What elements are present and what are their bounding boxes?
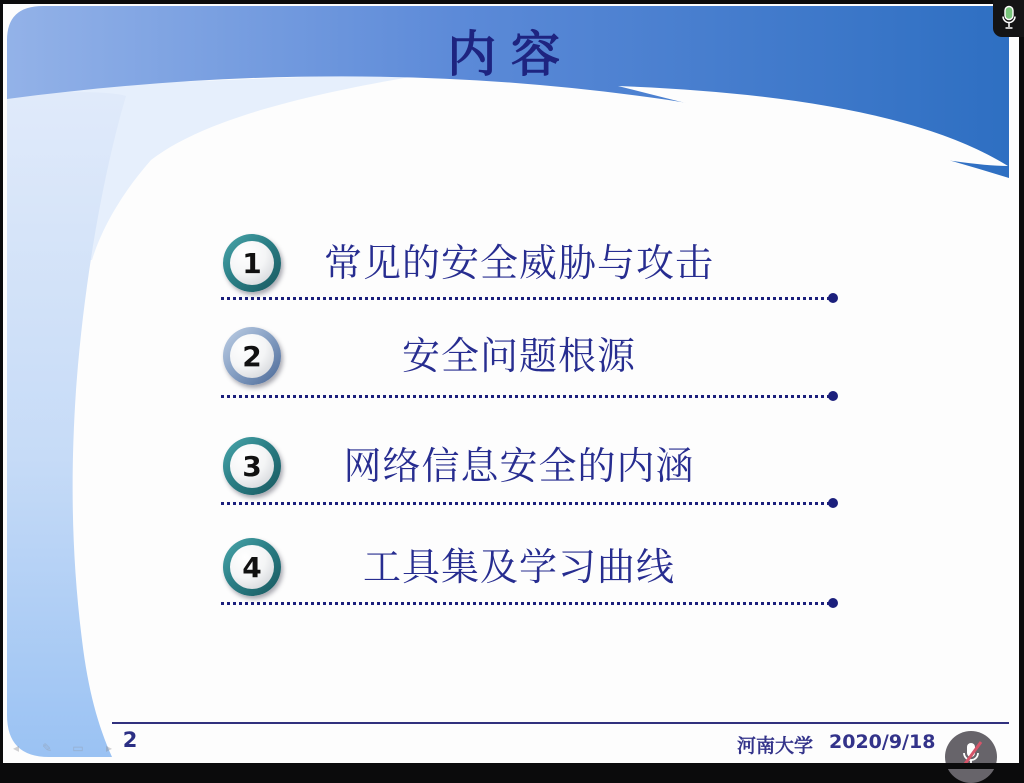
mic-status-panel[interactable] <box>993 0 1024 37</box>
footer-credits <box>737 731 935 758</box>
footer-divider-line <box>112 722 1009 724</box>
badge-number: 2 <box>230 334 274 378</box>
badge-number: 4 <box>230 545 274 589</box>
toc-item-label: 常见的安全威胁与攻击 <box>323 241 714 285</box>
number-badge-3 <box>223 437 281 495</box>
letterbox-top <box>0 0 1024 4</box>
letterbox-left <box>0 0 3 769</box>
mute-toggle-button[interactable] <box>945 731 997 783</box>
organization-name: 河南大学 <box>737 735 814 757</box>
number-badge-2 <box>223 327 281 385</box>
letterbox-right <box>1019 0 1024 769</box>
number-badge-1 <box>223 234 281 292</box>
slide-date: 2020/9/18 <box>829 731 936 753</box>
toc-item-label: 安全问题根源 <box>401 334 636 378</box>
badge-number: 1 <box>230 241 274 285</box>
line-end-dot <box>828 598 838 608</box>
previous-slide-icon[interactable]: ◂ <box>12 741 20 755</box>
badge-number: 3 <box>230 444 274 488</box>
dotted-line <box>221 602 831 605</box>
line-end-dot <box>828 498 838 508</box>
line-end-dot <box>828 293 838 303</box>
dotted-line <box>221 297 831 300</box>
microphone-muted-icon <box>955 739 987 775</box>
slide-background-decoration <box>3 4 1019 763</box>
dotted-line <box>221 502 831 505</box>
slide-overview-icon[interactable]: ▭ <box>72 741 84 755</box>
dotted-line <box>221 395 831 398</box>
letterbox-bottom <box>0 763 1024 769</box>
toc-item-label: 网络信息安全的内涵 <box>343 444 695 488</box>
toc-item-label: 工具集及学习曲线 <box>362 545 675 589</box>
microphone-active-icon <box>1000 5 1018 32</box>
number-badge-4 <box>223 538 281 596</box>
presenter-controls <box>7 740 118 756</box>
slide-page-number: 2 <box>122 728 138 752</box>
next-slide-icon[interactable]: ▸ <box>105 741 113 755</box>
pen-tool-icon[interactable]: ✎ <box>41 741 53 755</box>
line-end-dot <box>828 391 838 401</box>
slide-title: 内容 <box>447 25 575 83</box>
presentation-slide <box>3 4 1019 763</box>
